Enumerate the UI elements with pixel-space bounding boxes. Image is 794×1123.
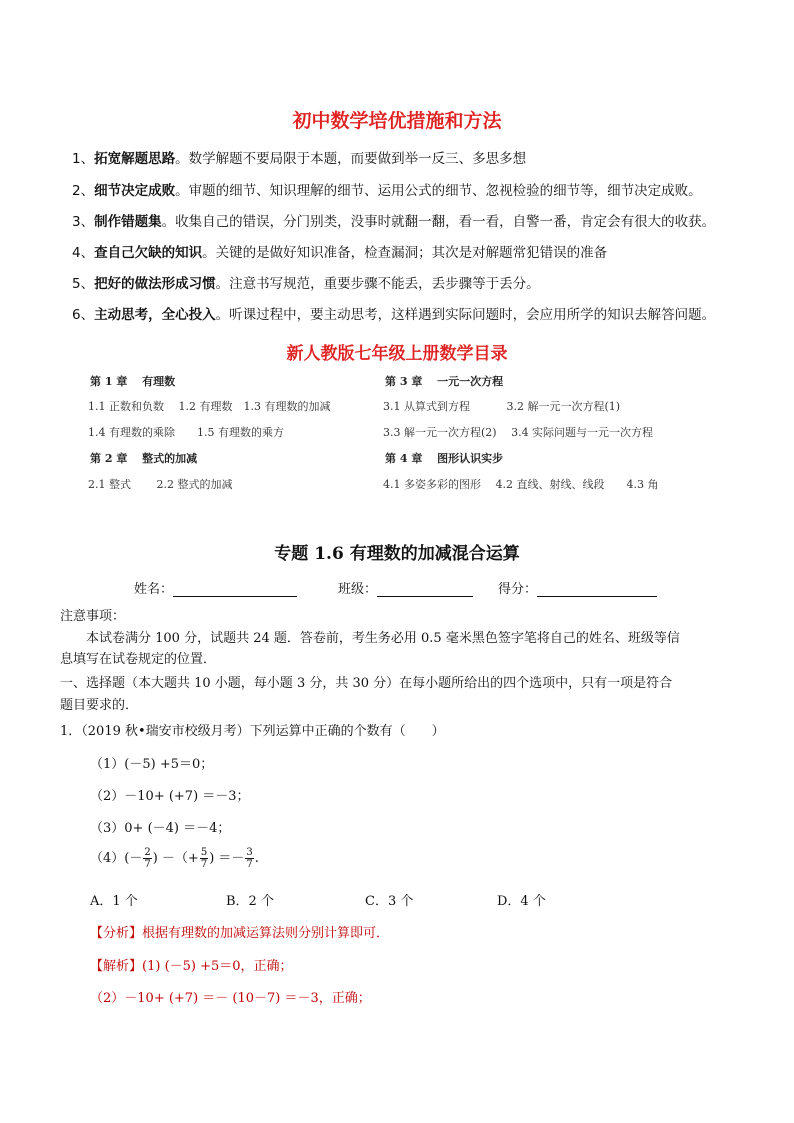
fraction-2-7: $\frac{2}{7}$	[144, 847, 151, 870]
question-1-stem: 1．（2019 秋•瑞安市校级月考）下列运算中正确的个数有（ ）	[60, 724, 445, 739]
option-c[interactable]: C．3 个	[365, 894, 414, 909]
name-field[interactable]: 姓名：	[134, 578, 297, 597]
toc-chapter-1: 第 1 章 有理数	[90, 375, 176, 388]
tip-5: 5、把好的做法形成习惯。注意书写规范，重要步骤不能丢，丢步骤等于丢分。	[72, 276, 540, 292]
solution-line-1: 【解析】(1) (－5) +5＝0，正确；	[90, 959, 293, 974]
fraction-5-7: $\frac{5}{7}$	[200, 847, 208, 870]
toc-chapter-3: 第 3 章 一元一次方程	[385, 375, 504, 388]
toc-title: 新人教版七年级上册数学目录	[286, 344, 508, 364]
question-1-item-2: （2）－10+ (+7) ＝－3；	[90, 789, 250, 804]
toc-ch4-line1: 4.1 多姿多彩的图形 4.2 直线、射线、线段 4.3 角	[383, 478, 659, 491]
toc-chapter-4: 第 4 章 图形认识实步	[385, 452, 504, 465]
option-a[interactable]: A．1 个	[90, 894, 138, 909]
tip-3: 3、制作错题集。收集自己的错误，分门别类，没事时就翻一翻，看一看，自警一番，肯定会有很大的收获。	[72, 214, 716, 230]
toc-ch1-line2: 1.4 有理数的乘除 1.5 有理数的乘方	[88, 426, 284, 439]
toc-ch3-line1: 3.1 从算式到方程 3.2 解一元一次方程(1)	[383, 400, 621, 413]
question-1-item-3: （3）0+ (－4) ＝－4；	[90, 821, 231, 836]
notice-title: 注意事项：	[60, 609, 126, 624]
page-title: 初中数学培优措施和方法	[292, 110, 502, 132]
tip-1: 1、拓宽解题思路。数学解题不要局限于本题，而要做到举一反三、多思多想	[72, 151, 527, 167]
toc-ch2-line1: 2.1 整式 2.2 整式的加减	[88, 478, 233, 491]
notice-line-2: 息填写在试卷规定的位置．	[60, 652, 217, 667]
section-heading-line-1: 一、选择题（本大题共 10 小题，每小题 3 分，共 30 分）在每小题所给出的四个选项中，只有一项是符合	[60, 676, 673, 691]
solution-line-2: （2）－10+ (+7) ＝－ (10－7) ＝－3，正确；	[90, 991, 371, 1006]
toc-ch1-line1: 1.1 正数和负数 1.2 有理数 1.3 有理数的加减	[88, 400, 331, 413]
class-field[interactable]: 班级：	[338, 578, 473, 597]
tip-6: 6、主动思考，全心投入。听课过程中，要主动思考，这样遇到实际问题时，会应用所学的知识去解答问题。	[72, 307, 716, 323]
fraction-3-7: $\frac{3}{7}$	[246, 847, 253, 870]
toc-ch3-line2: 3.3 解一元一次方程(2) 3.4 实际问题与一元一次方程	[383, 426, 654, 439]
analysis: 【分析】根据有理数的加减运算法则分别计算即可．	[90, 926, 390, 941]
toc-chapter-2: 第 2 章 整式的加减	[90, 452, 198, 465]
tip-4: 4、查自己欠缺的知识。关键的是做好知识准备，检查漏洞；其次是对解题常犯错误的准备	[72, 245, 608, 261]
option-d[interactable]: D．4 个	[497, 894, 546, 909]
tip-2: 2、细节决定成败。审题的细节、知识理解的细节、运用公式的细节、忽视检验的细节等，细节决定成败。	[72, 183, 702, 199]
exam-title: 专题 1.6 有理数的加减混合运算	[274, 544, 520, 564]
question-1-item-1: （1）(－5) +5＝0；	[90, 757, 214, 772]
section-heading-line-2: 题目要求的．	[60, 698, 139, 713]
question-1-item-4: （4）(－ $\frac{2}{7}$ ) －（+ $\frac{5}{7}$ ) ＝－ $\frac{3}{7}$ .	[90, 847, 259, 870]
score-field[interactable]: 得分：	[498, 578, 657, 597]
notice-line-1: 本试卷满分 100 分，试题共 24 题．答卷前，考生务必用 0.5 毫米黑色签字笔将自己的姓名、班级等信	[86, 631, 680, 646]
option-b[interactable]: B．2 个	[226, 894, 274, 909]
